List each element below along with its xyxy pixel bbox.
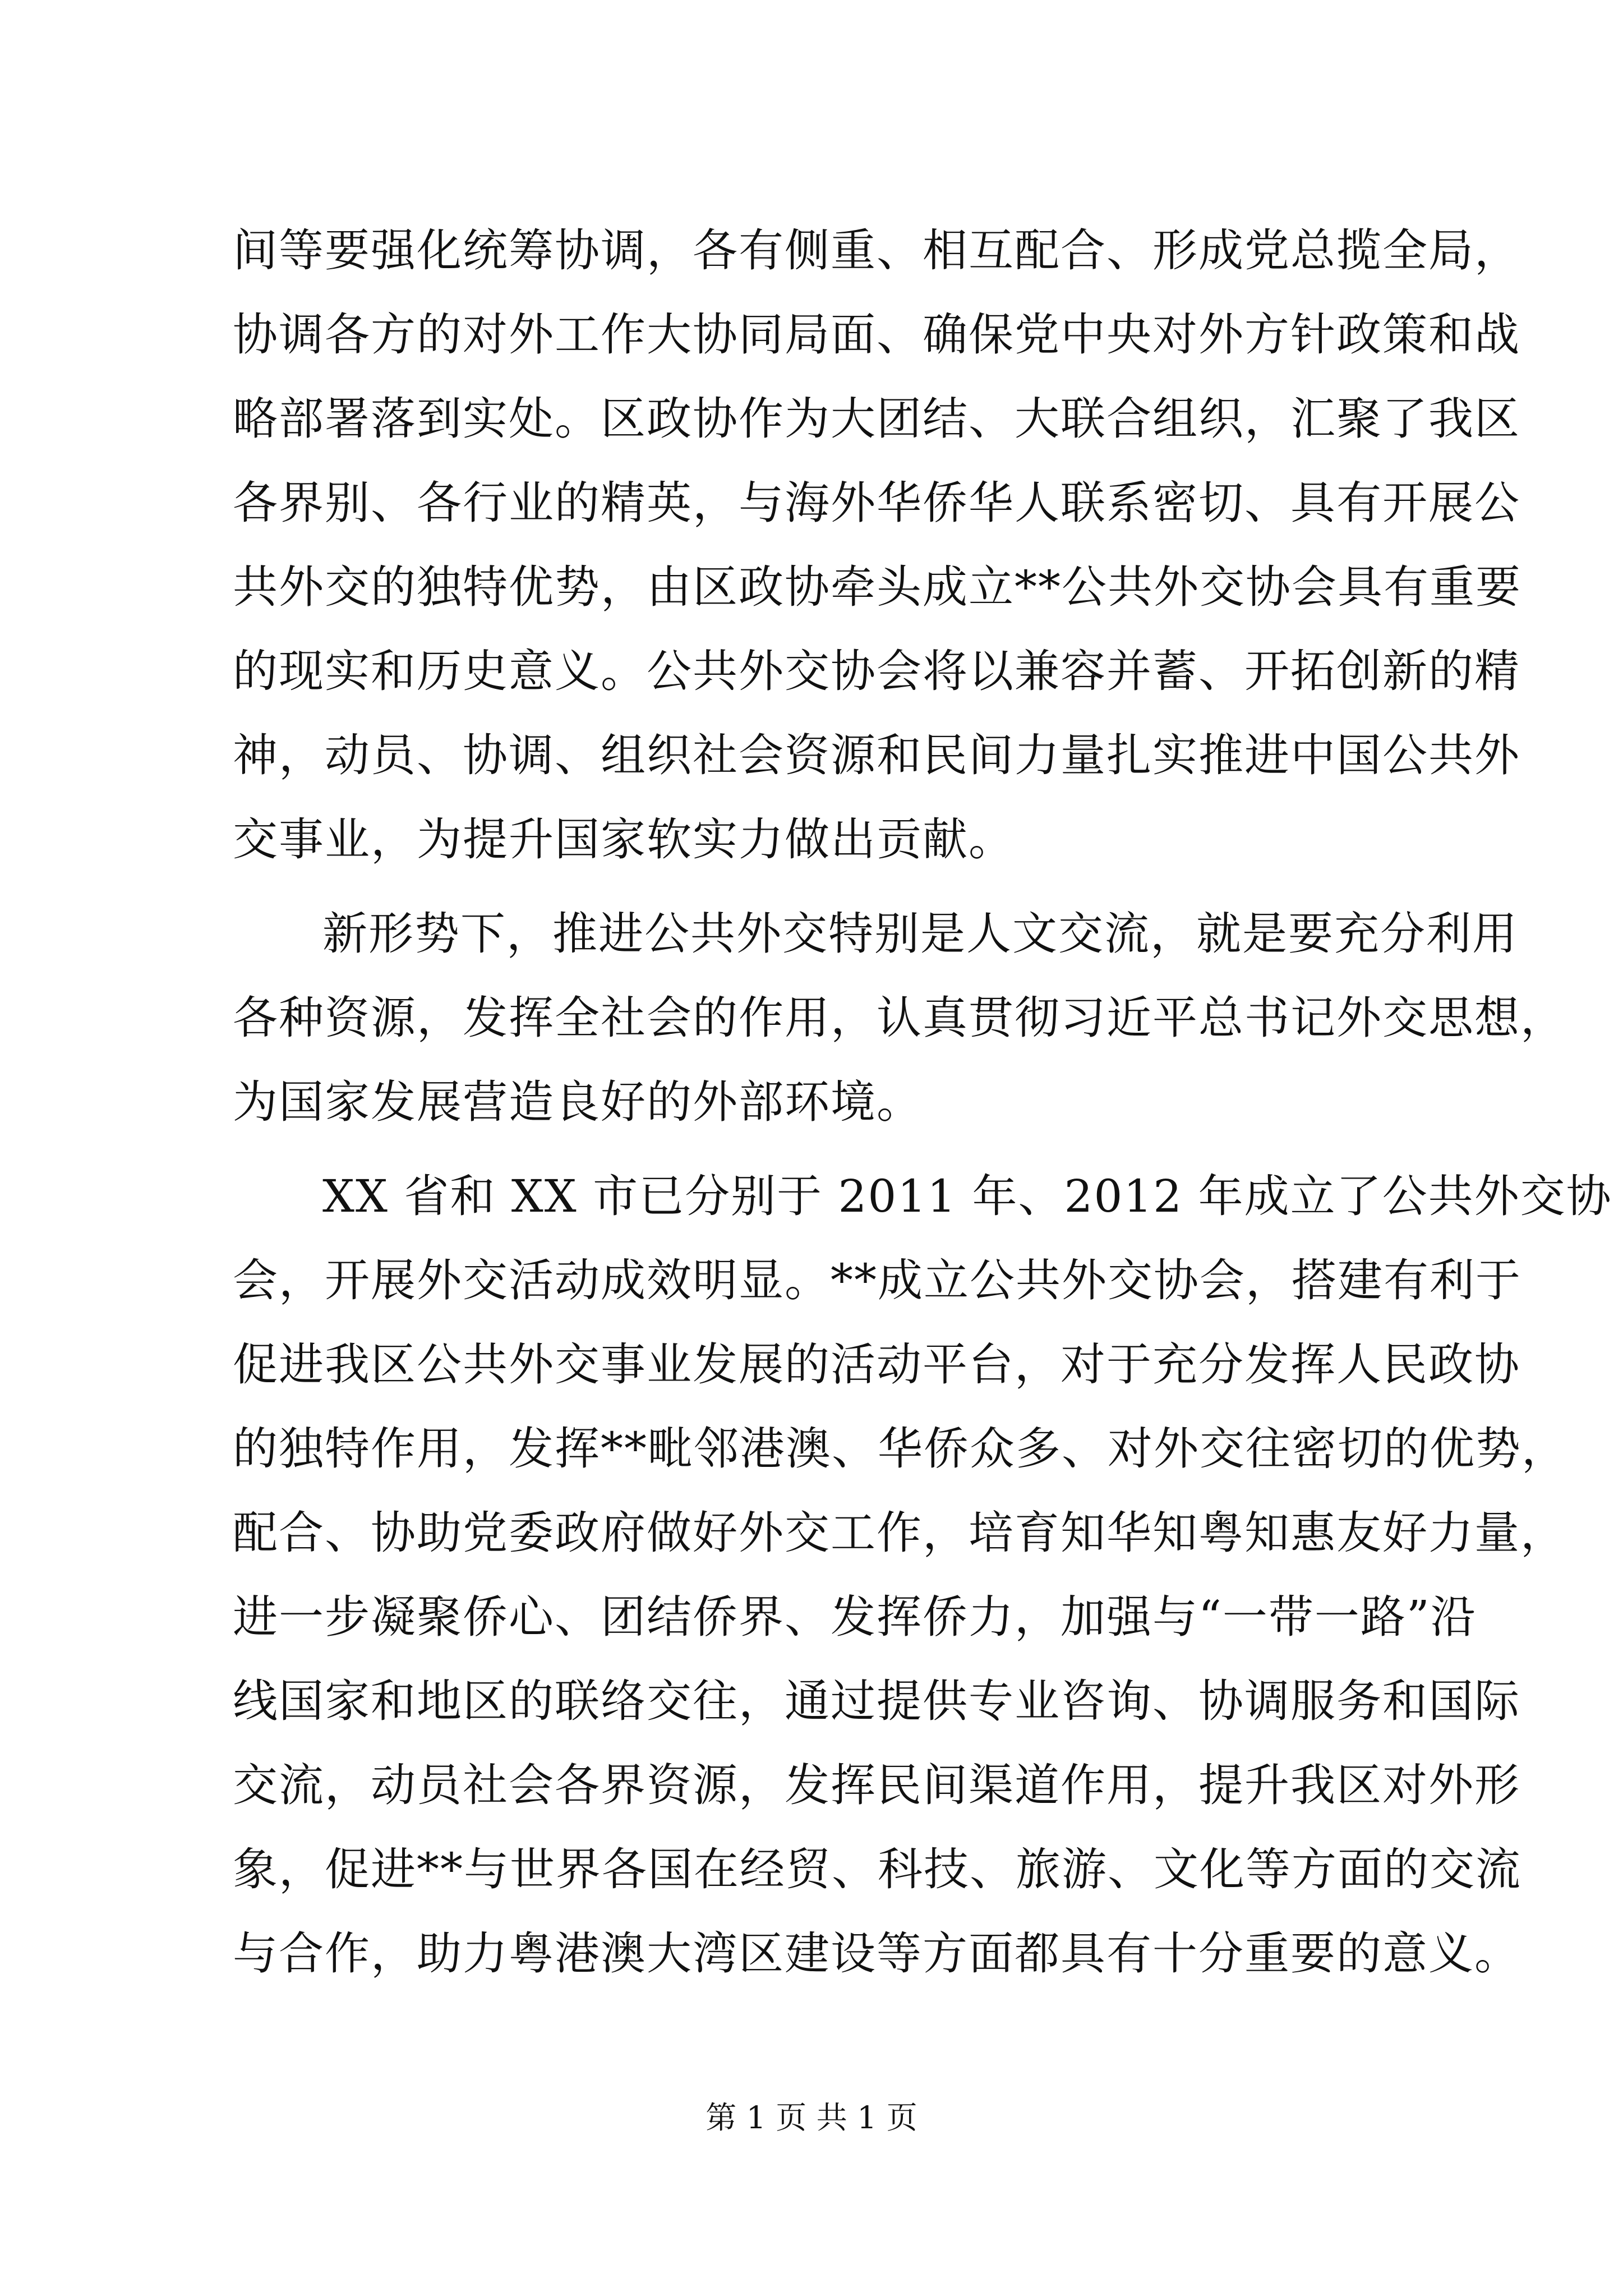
text-line: 会，开展外交活动成效明显。**成立公共外交协会，搭建有利于 bbox=[233, 1254, 1521, 1306]
text-line: 交事业，为提升国家软实力做出贡献。 bbox=[233, 813, 1015, 866]
text-line: 促进我区公共外交事业发展的活动平台，对于充分发挥人民政协 bbox=[233, 1338, 1520, 1391]
text-line: 进一步凝聚侨心、团结侨界、发挥侨力，加强与“一带一路”沿 bbox=[233, 1591, 1477, 1643]
text-line: 配合、协助党委政府做好外交工作，培育知华知粤知惠友好力量， bbox=[233, 1507, 1566, 1559]
paragraph bbox=[233, 1154, 1612, 1996]
document-body bbox=[233, 209, 1612, 1996]
text-line: 各界别、各行业的精英，与海外华侨华人联系密切、具有开展公 bbox=[233, 477, 1520, 529]
text-line: 与合作，助力粤港澳大湾区建设等方面都具有十分重要的意义。 bbox=[233, 1927, 1520, 1980]
paragraph-gap bbox=[233, 1144, 1422, 1154]
text-line: 协调各方的对外工作大协同局面、确保党中央对外方针政策和战 bbox=[233, 309, 1520, 361]
text-line: 新形势下，推进公共外交特别是人文交流，就是要充分利用 bbox=[322, 908, 1518, 960]
page-number-label: 第 1 页 共 1 页 bbox=[706, 2100, 917, 2136]
text-line: 间等要强化统筹协调，各有侧重、相互配合、形成党总揽全局， bbox=[233, 224, 1520, 277]
text-line: 神，动员、协调、组织社会资源和民间力量扎实推进中国公共外 bbox=[233, 729, 1520, 781]
text-line: 略部署落到实处。区政协作为大团结、大联合组织，汇聚了我区 bbox=[233, 393, 1520, 445]
text-line: 的现实和历史意义。公共外交协会将以兼容并蓄、开拓创新的精 bbox=[233, 645, 1520, 697]
text-line: 象，促进**与世界各国在经贸、科技、旅游、文化等方面的交流 bbox=[233, 1843, 1521, 1895]
text-line: 为国家发展营造良好的外部环境。 bbox=[233, 1076, 923, 1128]
text-line: 共外交的独特优势，由区政协牵头成立**公共外交协会具有重要 bbox=[233, 561, 1521, 613]
text-line: 交流，动员社会各界资源，发挥民间渠道作用，提升我区对外形 bbox=[233, 1759, 1520, 1811]
text-line: XX 省和 XX 市已分别于 2011 年、2012 年成立了公共外交协 bbox=[322, 1170, 1612, 1222]
text-line: 的独特作用，发挥**毗邻港澳、华侨众多、对外交往密切的优势， bbox=[233, 1423, 1567, 1475]
paragraph bbox=[233, 892, 1566, 1144]
text-line: 线国家和地区的联络交往，通过提供专业咨询、协调服务和国际 bbox=[233, 1675, 1520, 1727]
text-line: 各种资源，发挥全社会的作用，认真贯彻习近平总书记外交思想， bbox=[233, 992, 1566, 1044]
paragraph bbox=[233, 209, 1521, 882]
page-footer bbox=[0, 2095, 1623, 2140]
paragraph-gap bbox=[233, 882, 1422, 892]
